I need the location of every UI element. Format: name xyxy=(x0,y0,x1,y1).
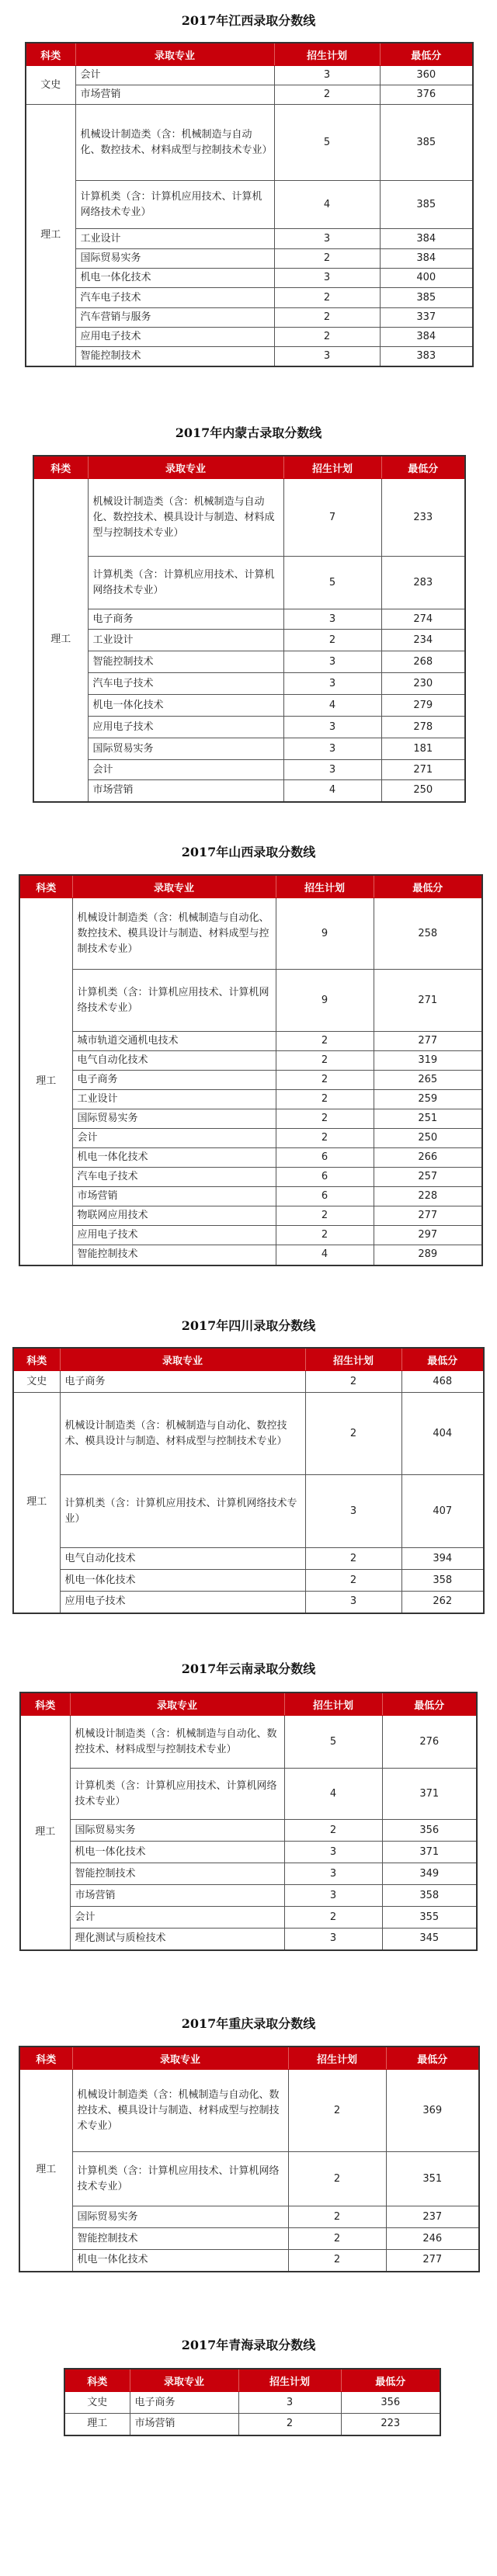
min-score-cell: 369 xyxy=(386,2070,479,2152)
table-row xyxy=(26,347,473,367)
plan-cell: 9 xyxy=(276,970,374,1032)
major-cell: 智能控制技术 xyxy=(72,2228,288,2250)
plan-cell: 2 xyxy=(283,630,381,651)
min-score-cell: 384 xyxy=(380,229,473,249)
min-score-cell: 385 xyxy=(380,288,473,308)
major-cell: 市场营销 xyxy=(88,780,283,802)
min-score-cell: 384 xyxy=(380,328,473,347)
table-row xyxy=(26,308,473,328)
header-plan: 招生计划 xyxy=(238,2369,341,2392)
major-cell: 国际贸易实务 xyxy=(75,249,274,269)
min-score-cell: 345 xyxy=(382,1929,477,1950)
header-row xyxy=(19,2047,479,2070)
plan-cell: 2 xyxy=(276,1109,374,1129)
min-score-cell: 319 xyxy=(374,1051,482,1071)
table-row xyxy=(13,1371,484,1393)
plan-cell: 4 xyxy=(276,1245,374,1265)
major-cell: 电子商务 xyxy=(60,1371,305,1393)
table-row xyxy=(19,1051,482,1071)
plan-cell: 3 xyxy=(284,1885,382,1907)
plan-cell: 3 xyxy=(284,1863,382,1885)
table-row xyxy=(19,1187,482,1206)
major-cell: 智能控制技术 xyxy=(70,1863,284,1885)
min-score-cell: 276 xyxy=(382,1716,477,1769)
category-cell: 理工 xyxy=(19,898,72,1265)
table-row xyxy=(33,630,465,651)
header-plan: 招生计划 xyxy=(305,1348,401,1371)
header-plan: 招生计划 xyxy=(283,456,381,479)
min-score-cell: 384 xyxy=(380,249,473,269)
major-cell: 会计 xyxy=(70,1907,284,1929)
table-row xyxy=(33,760,465,780)
min-score-cell: 337 xyxy=(380,308,473,328)
min-score-cell: 371 xyxy=(382,1769,477,1820)
min-score-cell: 385 xyxy=(380,105,473,181)
min-score-cell: 274 xyxy=(381,609,465,630)
table-row xyxy=(19,1129,482,1148)
category-cell: 文史 xyxy=(13,1371,60,1393)
major-cell: 汽车电子技术 xyxy=(75,288,274,308)
major-cell: 机电一体化技术 xyxy=(88,695,283,717)
header-row xyxy=(13,1348,484,1371)
table-title: 2017年内蒙古录取分数线 xyxy=(175,425,322,440)
min-score-cell: 181 xyxy=(381,738,465,760)
category-cell: 文史 xyxy=(26,66,75,105)
min-score-cell: 278 xyxy=(381,717,465,738)
min-score-cell: 246 xyxy=(386,2228,479,2250)
min-score-cell: 468 xyxy=(401,1371,484,1393)
major-cell: 城市轨道交通机电技术 xyxy=(72,1032,276,1051)
major-cell: 应用电子技术 xyxy=(88,717,283,738)
plan-cell: 2 xyxy=(276,1051,374,1071)
major-cell: 机械设计制造类（含：机械制造与自动化、数控技术、材料成型与控制技术专业） xyxy=(70,1716,284,1769)
min-score-cell: 358 xyxy=(401,1570,484,1592)
major-cell: 机电一体化技术 xyxy=(75,269,274,288)
table-row xyxy=(19,1168,482,1187)
table-row xyxy=(20,1929,477,1950)
min-score-cell: 228 xyxy=(374,1187,482,1206)
plan-cell: 5 xyxy=(283,557,381,609)
plan-cell: 2 xyxy=(274,85,380,105)
header-major: 录取专业 xyxy=(72,875,276,898)
major-cell: 汽车电子技术 xyxy=(72,1168,276,1187)
table-title: 2017年重庆录取分数线 xyxy=(181,2016,316,2031)
major-cell: 计算机类（含：计算机应用技术、计算机网络技术专业） xyxy=(60,1475,305,1548)
min-score-cell: 297 xyxy=(374,1226,482,1245)
table-row xyxy=(19,898,482,970)
min-score-cell: 383 xyxy=(380,347,473,367)
header-row xyxy=(26,43,473,66)
plan-cell: 2 xyxy=(238,2414,341,2435)
plan-cell: 2 xyxy=(276,1206,374,1226)
table-row xyxy=(33,695,465,717)
header-major: 录取专业 xyxy=(70,1692,284,1716)
table-row xyxy=(33,557,465,609)
min-score-cell: 271 xyxy=(381,760,465,780)
major-cell: 汽车电子技术 xyxy=(88,673,283,695)
table-row xyxy=(13,1548,484,1570)
major-cell: 市场营销 xyxy=(75,85,274,105)
major-cell: 理化测试与质检技术 xyxy=(70,1929,284,1950)
min-score-cell: 355 xyxy=(382,1907,477,1929)
header-row xyxy=(64,2369,440,2392)
min-score-cell: 257 xyxy=(374,1168,482,1187)
plan-cell: 6 xyxy=(276,1187,374,1206)
table-row xyxy=(64,2414,440,2435)
plan-cell: 3 xyxy=(238,2392,341,2414)
table-row xyxy=(19,2228,479,2250)
min-score-cell: 237 xyxy=(386,2206,479,2228)
category-cell: 文史 xyxy=(64,2392,130,2414)
table-title: 2017年四川录取分数线 xyxy=(181,1318,316,1333)
min-score-cell: 266 xyxy=(374,1148,482,1168)
table-row xyxy=(20,1885,477,1907)
table-row xyxy=(33,673,465,695)
table-row xyxy=(19,2250,479,2272)
table-title: 2017年云南录取分数线 xyxy=(181,1661,316,1676)
header-plan: 招生计划 xyxy=(274,43,380,66)
table-row xyxy=(33,651,465,673)
min-score-cell: 289 xyxy=(374,1245,482,1265)
plan-cell: 3 xyxy=(274,347,380,367)
major-cell: 机电一体化技术 xyxy=(70,1842,284,1863)
major-cell: 电子商务 xyxy=(130,2392,238,2414)
plan-cell: 3 xyxy=(274,229,380,249)
plan-cell: 4 xyxy=(274,181,380,229)
plan-cell: 3 xyxy=(283,609,381,630)
category-cell: 理工 xyxy=(64,2414,130,2435)
table-row xyxy=(19,1245,482,1265)
table-row xyxy=(26,269,473,288)
plan-cell: 3 xyxy=(283,651,381,673)
header-row xyxy=(33,456,465,479)
major-cell: 电子商务 xyxy=(72,1071,276,1090)
major-cell: 机械设计制造类（含：机械制造与自动化、数控技术、模具设计与制造、材料成型与控制技术专业） xyxy=(60,1393,305,1475)
plan-cell: 7 xyxy=(283,479,381,557)
plan-cell: 4 xyxy=(284,1769,382,1820)
table-row xyxy=(26,85,473,105)
table-row xyxy=(33,780,465,802)
min-score-cell: 394 xyxy=(401,1548,484,1570)
plan-cell: 2 xyxy=(288,2228,386,2250)
plan-cell: 2 xyxy=(284,1907,382,1929)
plan-cell: 2 xyxy=(288,2206,386,2228)
plan-cell: 9 xyxy=(276,898,374,970)
major-cell: 计算机类（含：计算机应用技术、计算机网络技术专业） xyxy=(70,1769,284,1820)
table-row xyxy=(13,1393,484,1475)
min-score-cell: 279 xyxy=(381,695,465,717)
table-row xyxy=(19,2206,479,2228)
table-row xyxy=(33,609,465,630)
major-cell: 机电一体化技术 xyxy=(72,1148,276,1168)
table-row xyxy=(26,229,473,249)
plan-cell: 3 xyxy=(283,760,381,780)
header-major: 录取专业 xyxy=(130,2369,238,2392)
header-major: 录取专业 xyxy=(60,1348,305,1371)
table-row xyxy=(13,1592,484,1613)
major-cell: 计算机类（含：计算机应用技术、计算机网络技术专业） xyxy=(75,181,274,229)
min-score-cell: 258 xyxy=(374,898,482,970)
plan-cell: 3 xyxy=(283,738,381,760)
plan-cell: 2 xyxy=(288,2250,386,2272)
table-row xyxy=(26,328,473,347)
header-major: 录取专业 xyxy=(72,2047,288,2070)
major-cell: 汽车营销与服务 xyxy=(75,308,274,328)
major-cell: 工业设计 xyxy=(72,1090,276,1109)
plan-cell: 3 xyxy=(283,673,381,695)
major-cell: 电气自动化技术 xyxy=(72,1051,276,1071)
plan-cell: 5 xyxy=(274,105,380,181)
table-row xyxy=(64,2392,440,2414)
plan-cell: 4 xyxy=(283,780,381,802)
score-table xyxy=(19,1692,478,1951)
plan-cell: 6 xyxy=(276,1168,374,1187)
min-score-cell: 250 xyxy=(381,780,465,802)
min-score-cell: 400 xyxy=(380,269,473,288)
major-cell: 智能控制技术 xyxy=(72,1245,276,1265)
major-cell: 物联网应用技术 xyxy=(72,1206,276,1226)
table-title: 2017年山西录取分数线 xyxy=(181,845,316,859)
category-cell: 理工 xyxy=(13,1393,60,1613)
plan-cell: 2 xyxy=(274,288,380,308)
major-cell: 国际贸易实务 xyxy=(72,1109,276,1129)
min-score-cell: 271 xyxy=(374,970,482,1032)
header-kelei: 科类 xyxy=(13,1348,60,1371)
table-row xyxy=(33,717,465,738)
table-row xyxy=(26,249,473,269)
plan-cell: 2 xyxy=(305,1371,401,1393)
table-row xyxy=(33,479,465,557)
plan-cell: 2 xyxy=(276,1090,374,1109)
plan-cell: 2 xyxy=(276,1032,374,1051)
major-cell: 会计 xyxy=(88,760,283,780)
header-plan: 招生计划 xyxy=(276,875,374,898)
header-major: 录取专业 xyxy=(75,43,274,66)
major-cell: 计算机类（含：计算机应用技术、计算机网络技术专业） xyxy=(72,970,276,1032)
header-plan: 招生计划 xyxy=(288,2047,386,2070)
min-score-cell: 360 xyxy=(380,66,473,85)
plan-cell: 2 xyxy=(305,1393,401,1475)
major-cell: 会计 xyxy=(72,1129,276,1148)
table-row xyxy=(20,1769,477,1820)
major-cell: 会计 xyxy=(75,66,274,85)
min-score-cell: 265 xyxy=(374,1071,482,1090)
plan-cell: 3 xyxy=(283,717,381,738)
plan-cell: 2 xyxy=(288,2070,386,2152)
min-score-cell: 407 xyxy=(401,1475,484,1548)
score-table xyxy=(19,2046,480,2272)
table-row xyxy=(20,1907,477,1929)
table-row xyxy=(19,1109,482,1129)
min-score-cell: 251 xyxy=(374,1109,482,1129)
min-score-cell: 250 xyxy=(374,1129,482,1148)
plan-cell: 3 xyxy=(305,1475,401,1548)
category-cell: 理工 xyxy=(33,479,88,802)
plan-cell: 2 xyxy=(274,308,380,328)
major-cell: 机械设计制造类（含：机械制造与自动化、数控技术、模具设计与制造、材料成型与控制技术专业） xyxy=(72,898,276,970)
min-score-cell: 223 xyxy=(341,2414,440,2435)
min-score-cell: 404 xyxy=(401,1393,484,1475)
major-cell: 智能控制技术 xyxy=(75,347,274,367)
plan-cell: 3 xyxy=(305,1592,401,1613)
min-score-cell: 349 xyxy=(382,1863,477,1885)
header-kelei: 科类 xyxy=(26,43,75,66)
table-row xyxy=(19,1206,482,1226)
header-kelei: 科类 xyxy=(20,1692,70,1716)
table-row xyxy=(26,288,473,308)
min-score-cell: 277 xyxy=(374,1206,482,1226)
min-score-cell: 351 xyxy=(386,2152,479,2206)
table-title: 2017年江西录取分数线 xyxy=(181,13,316,28)
major-cell: 电子商务 xyxy=(88,609,283,630)
major-cell: 应用电子技术 xyxy=(75,328,274,347)
header-min: 最低分 xyxy=(341,2369,440,2392)
table-title: 2017年青海录取分数线 xyxy=(181,2338,316,2352)
table-row xyxy=(26,181,473,229)
min-score-cell: 356 xyxy=(341,2392,440,2414)
major-cell: 国际贸易实务 xyxy=(72,2206,288,2228)
major-cell: 工业设计 xyxy=(88,630,283,651)
plan-cell: 3 xyxy=(284,1842,382,1863)
score-table xyxy=(12,1347,485,1614)
major-cell: 电气自动化技术 xyxy=(60,1548,305,1570)
min-score-cell: 385 xyxy=(380,181,473,229)
table-row xyxy=(26,105,473,181)
major-cell: 国际贸易实务 xyxy=(70,1820,284,1842)
category-cell: 理工 xyxy=(20,1716,70,1950)
major-cell: 市场营销 xyxy=(70,1885,284,1907)
header-row xyxy=(19,875,482,898)
major-cell: 机电一体化技术 xyxy=(60,1570,305,1592)
min-score-cell: 277 xyxy=(386,2250,479,2272)
major-cell: 国际贸易实务 xyxy=(88,738,283,760)
plan-cell: 2 xyxy=(305,1570,401,1592)
table-row xyxy=(19,1090,482,1109)
plan-cell: 3 xyxy=(274,66,380,85)
plan-cell: 2 xyxy=(276,1129,374,1148)
major-cell: 计算机类（含：计算机应用技术、计算机网络技术专业） xyxy=(88,557,283,609)
table-row xyxy=(20,1716,477,1769)
table-row xyxy=(13,1570,484,1592)
major-cell: 应用电子技术 xyxy=(72,1226,276,1245)
plan-cell: 3 xyxy=(274,269,380,288)
plan-cell: 3 xyxy=(284,1929,382,1950)
min-score-cell: 376 xyxy=(380,85,473,105)
major-cell: 机械设计制造类（含：机械制造与自动化、数控技术、材料成型与控制技术专业） xyxy=(75,105,274,181)
major-cell: 计算机类（含：计算机应用技术、计算机网络技术专业） xyxy=(72,2152,288,2206)
min-score-cell: 356 xyxy=(382,1820,477,1842)
min-score-cell: 234 xyxy=(381,630,465,651)
header-plan: 招生计划 xyxy=(284,1692,382,1716)
score-table xyxy=(25,42,474,367)
header-min: 最低分 xyxy=(381,456,465,479)
plan-cell: 2 xyxy=(288,2152,386,2206)
header-kelei: 科类 xyxy=(19,875,72,898)
header-kelei: 科类 xyxy=(19,2047,72,2070)
plan-cell: 2 xyxy=(274,249,380,269)
plan-cell: 2 xyxy=(284,1820,382,1842)
table-row xyxy=(33,738,465,760)
header-min: 最低分 xyxy=(380,43,473,66)
table-row xyxy=(19,1226,482,1245)
table-row xyxy=(19,1071,482,1090)
major-cell: 市场营销 xyxy=(130,2414,238,2435)
min-score-cell: 268 xyxy=(381,651,465,673)
major-cell: 市场营销 xyxy=(72,1187,276,1206)
category-cell: 理工 xyxy=(26,105,75,367)
header-kelei: 科类 xyxy=(64,2369,130,2392)
score-table xyxy=(64,2368,441,2436)
major-cell: 机械设计制造类（含：机械制造与自动化、数控技术、模具设计与制造、材料成型与控制技术专业） xyxy=(72,2070,288,2152)
header-kelei: 科类 xyxy=(33,456,88,479)
table-row xyxy=(19,970,482,1032)
header-min: 最低分 xyxy=(401,1348,484,1371)
min-score-cell: 259 xyxy=(374,1090,482,1109)
plan-cell: 2 xyxy=(305,1548,401,1570)
header-major: 录取专业 xyxy=(88,456,283,479)
score-table xyxy=(33,455,466,803)
min-score-cell: 277 xyxy=(374,1032,482,1051)
plan-cell: 6 xyxy=(276,1148,374,1168)
score-table xyxy=(19,874,483,1266)
plan-cell: 2 xyxy=(276,1226,374,1245)
min-score-cell: 230 xyxy=(381,673,465,695)
major-cell: 工业设计 xyxy=(75,229,274,249)
major-cell: 机电一体化技术 xyxy=(72,2250,288,2272)
table-row xyxy=(26,66,473,85)
min-score-cell: 358 xyxy=(382,1885,477,1907)
table-row xyxy=(19,1032,482,1051)
plan-cell: 5 xyxy=(284,1716,382,1769)
table-row xyxy=(19,1148,482,1168)
major-cell: 应用电子技术 xyxy=(60,1592,305,1613)
table-row xyxy=(20,1820,477,1842)
header-min: 最低分 xyxy=(374,875,482,898)
table-row xyxy=(19,2152,479,2206)
major-cell: 智能控制技术 xyxy=(88,651,283,673)
plan-cell: 2 xyxy=(274,328,380,347)
min-score-cell: 371 xyxy=(382,1842,477,1863)
plan-cell: 2 xyxy=(276,1071,374,1090)
major-cell: 机械设计制造类（含：机械制造与自动化、数控技术、模具设计与制造、材料成型与控制技术专业） xyxy=(88,479,283,557)
table-row xyxy=(13,1475,484,1548)
min-score-cell: 262 xyxy=(401,1592,484,1613)
header-row xyxy=(20,1692,477,1716)
table-row xyxy=(20,1863,477,1885)
header-min: 最低分 xyxy=(382,1692,477,1716)
min-score-cell: 233 xyxy=(381,479,465,557)
plan-cell: 4 xyxy=(283,695,381,717)
category-cell: 理工 xyxy=(19,2070,72,2272)
table-row xyxy=(19,2070,479,2152)
header-min: 最低分 xyxy=(386,2047,479,2070)
table-row xyxy=(20,1842,477,1863)
min-score-cell: 283 xyxy=(381,557,465,609)
